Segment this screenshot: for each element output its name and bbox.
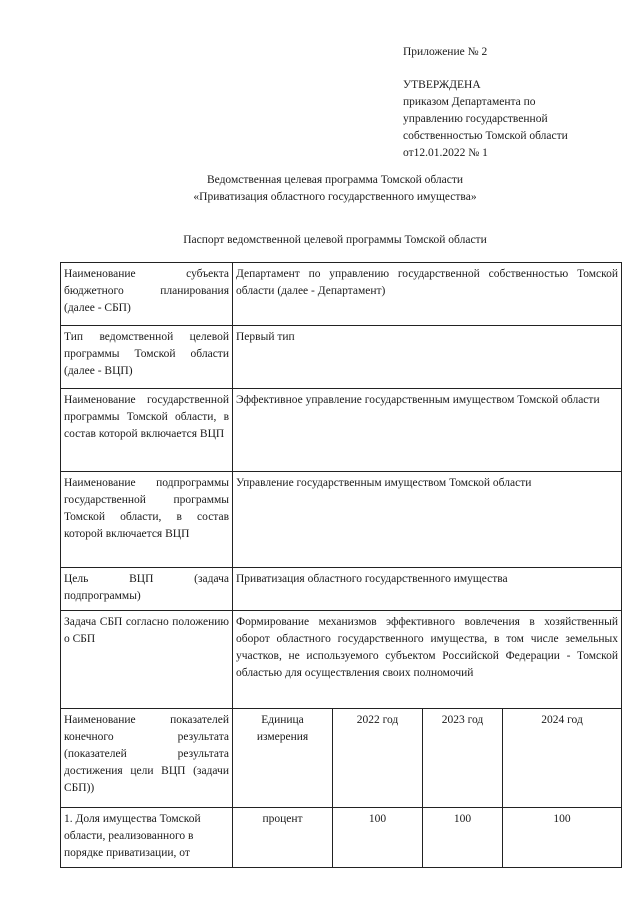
approval-block [403,44,633,162]
table-row [61,263,622,326]
order-line: управлению государственной [403,113,548,125]
row-value: Формирование механизмов эффективного вовлечения в хозяйственный оборот областного государственного имущества, в том числе земельных участков, не используемого субъектом Российской Федерации - Томской областью для осуществления своих полномочий [233,611,622,709]
annex-number: Приложение № 2 [403,46,488,58]
year-header: 2023 год [423,709,503,808]
indicator-value: 100 [503,808,622,868]
year-header: 2024 год [503,709,622,808]
row-label: Тип ведомственной целевой программы Томской области (далее - ВЦП) [61,326,233,389]
passport-title: Паспорт ведомственной целевой программы Томской области [183,234,487,246]
approved-stamp: УТВЕРЖДЕНА [403,79,481,91]
row-label: Наименование подпрограммы государственной программы Томской области, в состав которой включается ВЦП [61,472,233,568]
row-value: Приватизация областного государственного имущества [233,568,622,611]
indicator-header-row [61,709,622,808]
row-value: Управление государственным имуществом Томской области [233,472,622,568]
table-row [61,472,622,568]
passport-table [60,262,622,868]
table-row [61,326,622,389]
row-value: Эффективное управление государственным имуществом Томской области [233,389,622,472]
indicator-label: 1. Доля имущества Томской области, реализованного в порядке приватизации, от [61,808,233,868]
indicator-header-label: Наименование показателей конечного результата (показателей результата достижения цели ВЦП (задачи СБП)) [61,709,233,808]
order-date: от12.01.2022 № 1 [403,147,488,159]
year-header: 2022 год [333,709,423,808]
table-row [61,568,622,611]
order-line: приказом Департамента по [403,96,536,108]
row-value: Первый тип [233,326,622,389]
program-title [60,172,610,206]
row-value: Департамент по управлению государственной собственностью Томской области (далее - Департамент) [233,263,622,326]
order-line: собственностью Томской области [403,130,568,142]
table-row [61,611,622,709]
indicator-unit: процент [233,808,333,868]
indicator-value: 100 [423,808,503,868]
indicator-value: 100 [333,808,423,868]
unit-header: Единица измерения [233,709,333,808]
row-label: Наименование государственной программы Томской области, в состав которой включается ВЦП [61,389,233,472]
indicator-row [61,808,622,868]
program-title-line: «Приватизация областного государственного имущества» [193,191,477,203]
table-row [61,389,622,472]
row-label: Цель ВЦП (задача подпрограммы) [61,568,233,611]
program-title-line: Ведомственная целевая программа Томской области [206,174,464,186]
row-label: Наименование субъекта бюджетного планирования (далее - СБП) [61,263,233,326]
row-label: Задача СБП согласно положению о СБП [61,611,233,709]
